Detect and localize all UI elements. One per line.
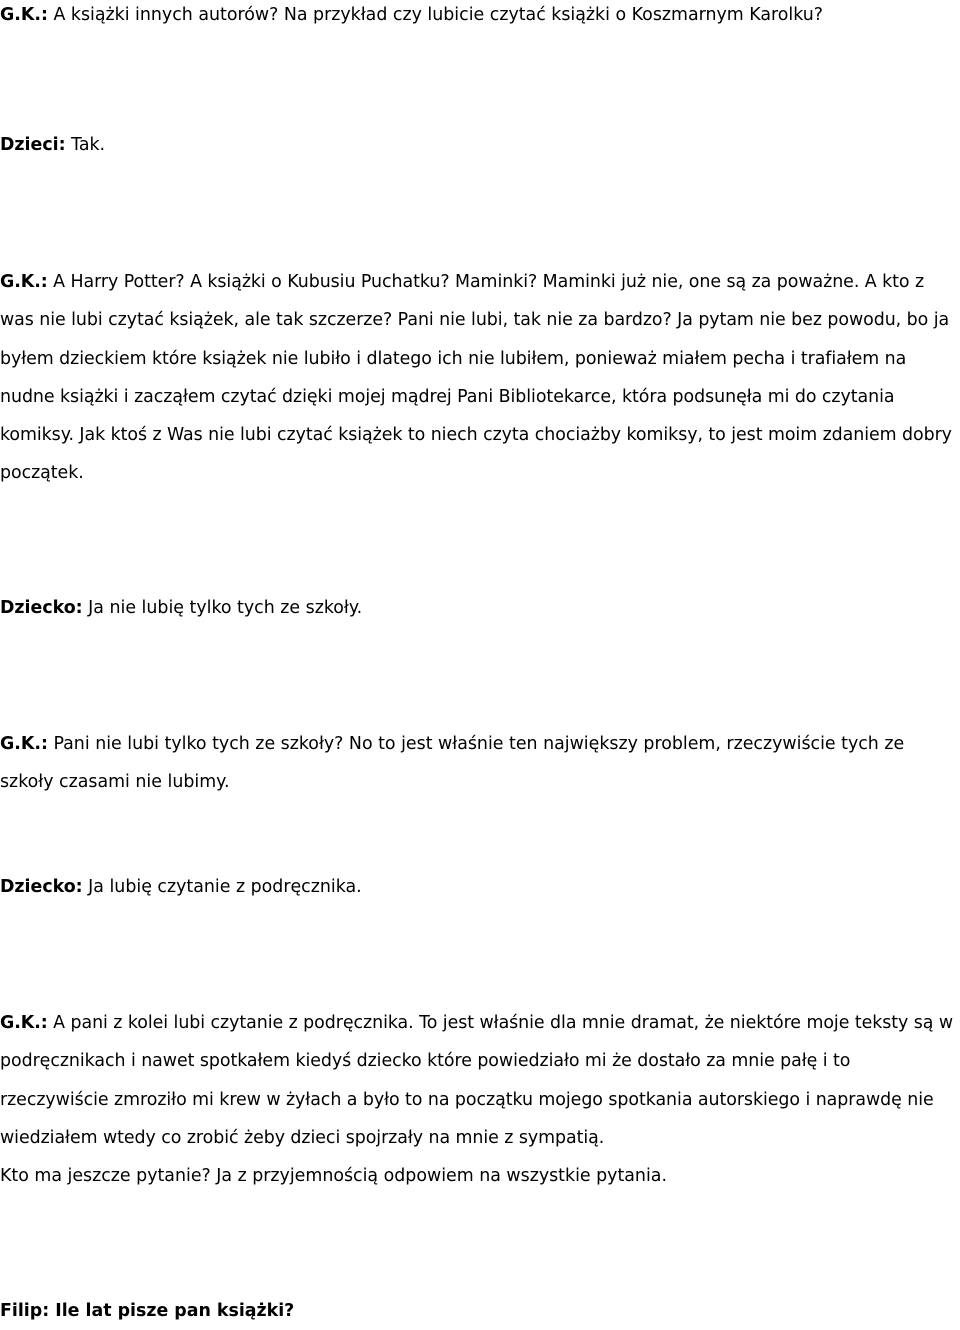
dialogue-text: A pani z kolei lubi czytanie z podręcznika. To jest właśnie dla mnie dramat, że niektóre moje teksty są w podręcznikach i nawet spotkałem kiedyś dziecko które powiedziało mi że dostało za mnie pałę i to rzeczywiście zmroziło mi krew w żyłach a było to na początku mojego spotkania autorskiego i naprawdę nie wiedziałem wtedy co zrobić żeby dzieci spojrzały na mnie z sympatią. bbox=[0, 1013, 954, 1148]
dialogue-paragraph-5 bbox=[0, 725, 960, 802]
speaker-label: G.K.: bbox=[0, 272, 48, 292]
dialogue-text: A Harry Potter? A książki o Kubusiu Puchatku? Maminki? Maminki już nie, one są za poważne. A kto z was nie lubi czytać książek, ale tak szczerze? Pani nie lubi, tak nie za bardzo? Ja pytam nie bez powodu, bo ja byłem dzieckiem które książek nie lubiło i dlatego ich nie lubiłem, ponieważ miałem pecha i trafiałem na nudne książki i zacząłem czytać dzięki mojej mądrej Pani Bibliotekarce, która podsunęła mi do czytania komiksy. Jak ktoś z Was nie lubi czytać książek to niech czyta chociażby komiksy, to jest moim zdaniem dobry początek. bbox=[0, 272, 952, 484]
speaker-label: G.K.: bbox=[0, 1013, 48, 1033]
speaker-label: G.K.: bbox=[0, 734, 48, 754]
dialogue-paragraph-1 bbox=[0, 0, 960, 34]
dialogue-paragraph-9 bbox=[0, 1292, 960, 1330]
dialogue-paragraph-3 bbox=[0, 263, 958, 493]
dialogue-paragraph-8 bbox=[0, 1157, 960, 1195]
dialogue-text: Kto ma jeszcze pytanie? Ja z przyjemnością odpowiem na wszystkie pytania. bbox=[0, 1166, 667, 1186]
speaker-label: Filip: bbox=[0, 1301, 50, 1321]
speaker-label: Dziecko: bbox=[0, 877, 83, 897]
speaker-label: Dzieci: bbox=[0, 135, 66, 155]
speaker-label: G.K.: bbox=[0, 5, 48, 25]
dialogue-text: Ja nie lubię tylko tych ze szkoły. bbox=[82, 598, 363, 618]
dialogue-text: A książki innych autorów? Na przykład czy lubicie czytać książki o Koszmarnym Karolku? bbox=[47, 5, 824, 25]
dialogue-paragraph-6 bbox=[0, 868, 960, 906]
dialogue-text: Tak. bbox=[65, 135, 106, 155]
dialogue-paragraph-4 bbox=[0, 589, 960, 627]
dialogue-text: Ja lubię czytanie z podręcznika. bbox=[82, 877, 362, 897]
dialogue-paragraph-2 bbox=[0, 126, 960, 164]
dialogue-text: Pani nie lubi tylko tych ze szkoły? No to jest właśnie ten największy problem, rzeczywiście tych ze szkoły czasami nie lubimy. bbox=[0, 734, 905, 793]
dialogue-question-text: Ile lat pisze pan książki? bbox=[49, 1301, 295, 1321]
dialogue-paragraph-7 bbox=[0, 1004, 958, 1157]
speaker-label: Dziecko: bbox=[0, 598, 83, 618]
